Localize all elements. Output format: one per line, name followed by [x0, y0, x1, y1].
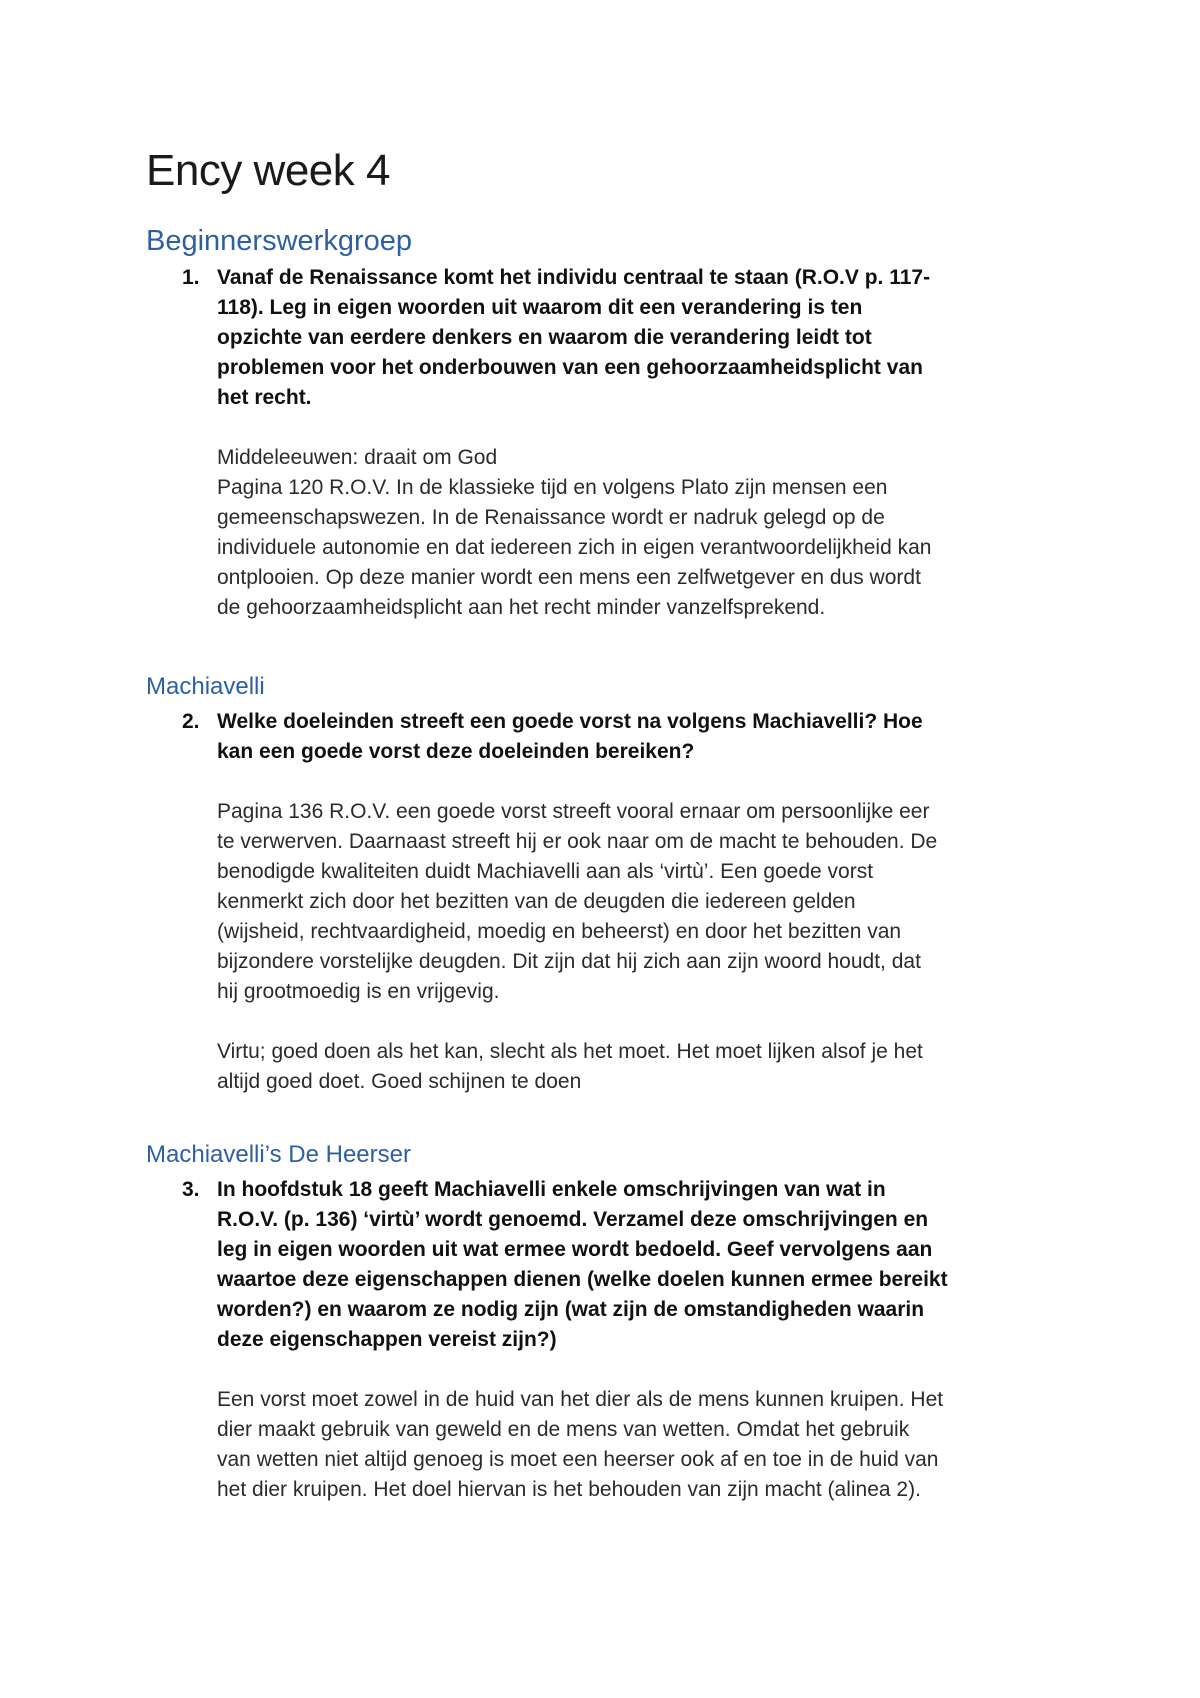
answer-line: (wijsheid, rechtvaardigheid, moedig en beheerst) en door het bezitten van: [217, 920, 902, 943]
answer-line: bijzondere vorstelijke deugden. Dit zijn dat hij zich aan zijn woord houdt, dat: [217, 950, 921, 973]
answer-line: de gehoorzaamheidsplicht aan het recht minder vanzelfsprekend.: [217, 596, 826, 619]
question-line: deze eigenschappen vereist zijn?): [217, 1328, 557, 1351]
answer-line: hij grootmoedig is en vrijgevig.: [217, 980, 500, 1003]
answer-line: altijd goed doet. Goed schijnen te doen: [217, 1070, 582, 1093]
answer-line: ontplooien. Op deze manier wordt een mens een zelfwetgever en dus wordt: [217, 566, 921, 589]
answer-2-note: [217, 1037, 1067, 1097]
question-1: [217, 263, 1067, 413]
section-heading-machiavelli: Machiavelli: [146, 673, 265, 700]
answer-line: te verwerven. Daarnaast streeft hij er ook naar om de macht te behouden. De: [217, 830, 938, 853]
answer-line: Virtu; goed doen als het kan, slecht als het moet. Het moet lijken alsof je het: [217, 1040, 923, 1063]
answer-2: [217, 797, 1067, 1007]
answer-line: Een vorst moet zowel in de huid van het dier als de mens kunnen kruipen. Het: [217, 1388, 944, 1411]
question-line: problemen voor het onderbouwen van een gehoorzaamheidsplicht van: [217, 356, 923, 379]
question-number: 1.: [182, 266, 200, 289]
question-line: 118). Leg in eigen woorden uit waarom dit een verandering is ten: [217, 296, 863, 319]
question-number: 2.: [182, 710, 200, 733]
answer-line: individuele autonomie en dat iedereen zich in eigen verantwoordelijkheid kan: [217, 536, 932, 559]
answer-line: benodigde kwaliteiten duidt Machiavelli aan als ‘virtù’. Een goede vorst: [217, 860, 874, 883]
question-line: Vanaf de Renaissance komt het individu centraal te staan (R.O.V p. 117-: [217, 266, 931, 289]
answer-line: het dier kruipen. Het doel hiervan is het behouden van zijn macht (alinea 2).: [217, 1478, 921, 1501]
answer-line: Middeleeuwen: draait om God: [217, 446, 498, 469]
question-3: [217, 1175, 1067, 1355]
question-line: In hoofdstuk 18 geeft Machiavelli enkele omschrijvingen van wat in: [217, 1178, 886, 1201]
question-line: worden?) en waarom ze nodig zijn (wat zijn de omstandigheden waarin: [217, 1298, 925, 1321]
question-line: kan een goede vorst deze doeleinden bereiken?: [217, 740, 695, 763]
question-2: [217, 707, 1067, 767]
question-line: leg in eigen woorden uit wat ermee wordt bedoeld. Geef vervolgens aan: [217, 1238, 933, 1261]
answer-line: gemeenschapswezen. In de Renaissance wordt er nadruk gelegd op de: [217, 506, 885, 529]
section-heading-beginnerswerkgroep: Beginnerswerkgroep: [146, 225, 412, 257]
answer-line: Pagina 120 R.O.V. In de klassieke tijd en volgens Plato zijn mensen een: [217, 476, 888, 499]
document-title: Ency week 4: [146, 146, 390, 195]
question-line: opzichte van eerdere denkers en waarom die verandering leidt tot: [217, 326, 872, 349]
question-line: R.O.V. (p. 136) ‘virtù’ wordt genoemd. Verzamel deze omschrijvingen en: [217, 1208, 929, 1231]
answer-3: [217, 1385, 1067, 1505]
question-line: Welke doeleinden streeft een goede vorst na volgens Machiavelli? Hoe: [217, 710, 923, 733]
question-line: waartoe deze eigenschappen dienen (welke doelen kunnen ermee bereikt: [217, 1268, 948, 1291]
question-line: het recht.: [217, 386, 312, 409]
question-number: 3.: [182, 1178, 200, 1201]
answer-line: dier maakt gebruik van geweld en de mens van wetten. Omdat het gebruik: [217, 1418, 910, 1441]
answer-line: Pagina 136 R.O.V. een goede vorst streeft vooral ernaar om persoonlijke eer: [217, 800, 930, 823]
answer-line: kenmerkt zich door het bezitten van de deugden die iedereen gelden: [217, 890, 856, 913]
answer-line: van wetten niet altijd genoeg is moet een heerser ook af en toe in de huid van: [217, 1448, 939, 1471]
answer-1: [217, 443, 1067, 623]
section-heading-de-heerser: Machiavelli’s De Heerser: [146, 1141, 411, 1168]
